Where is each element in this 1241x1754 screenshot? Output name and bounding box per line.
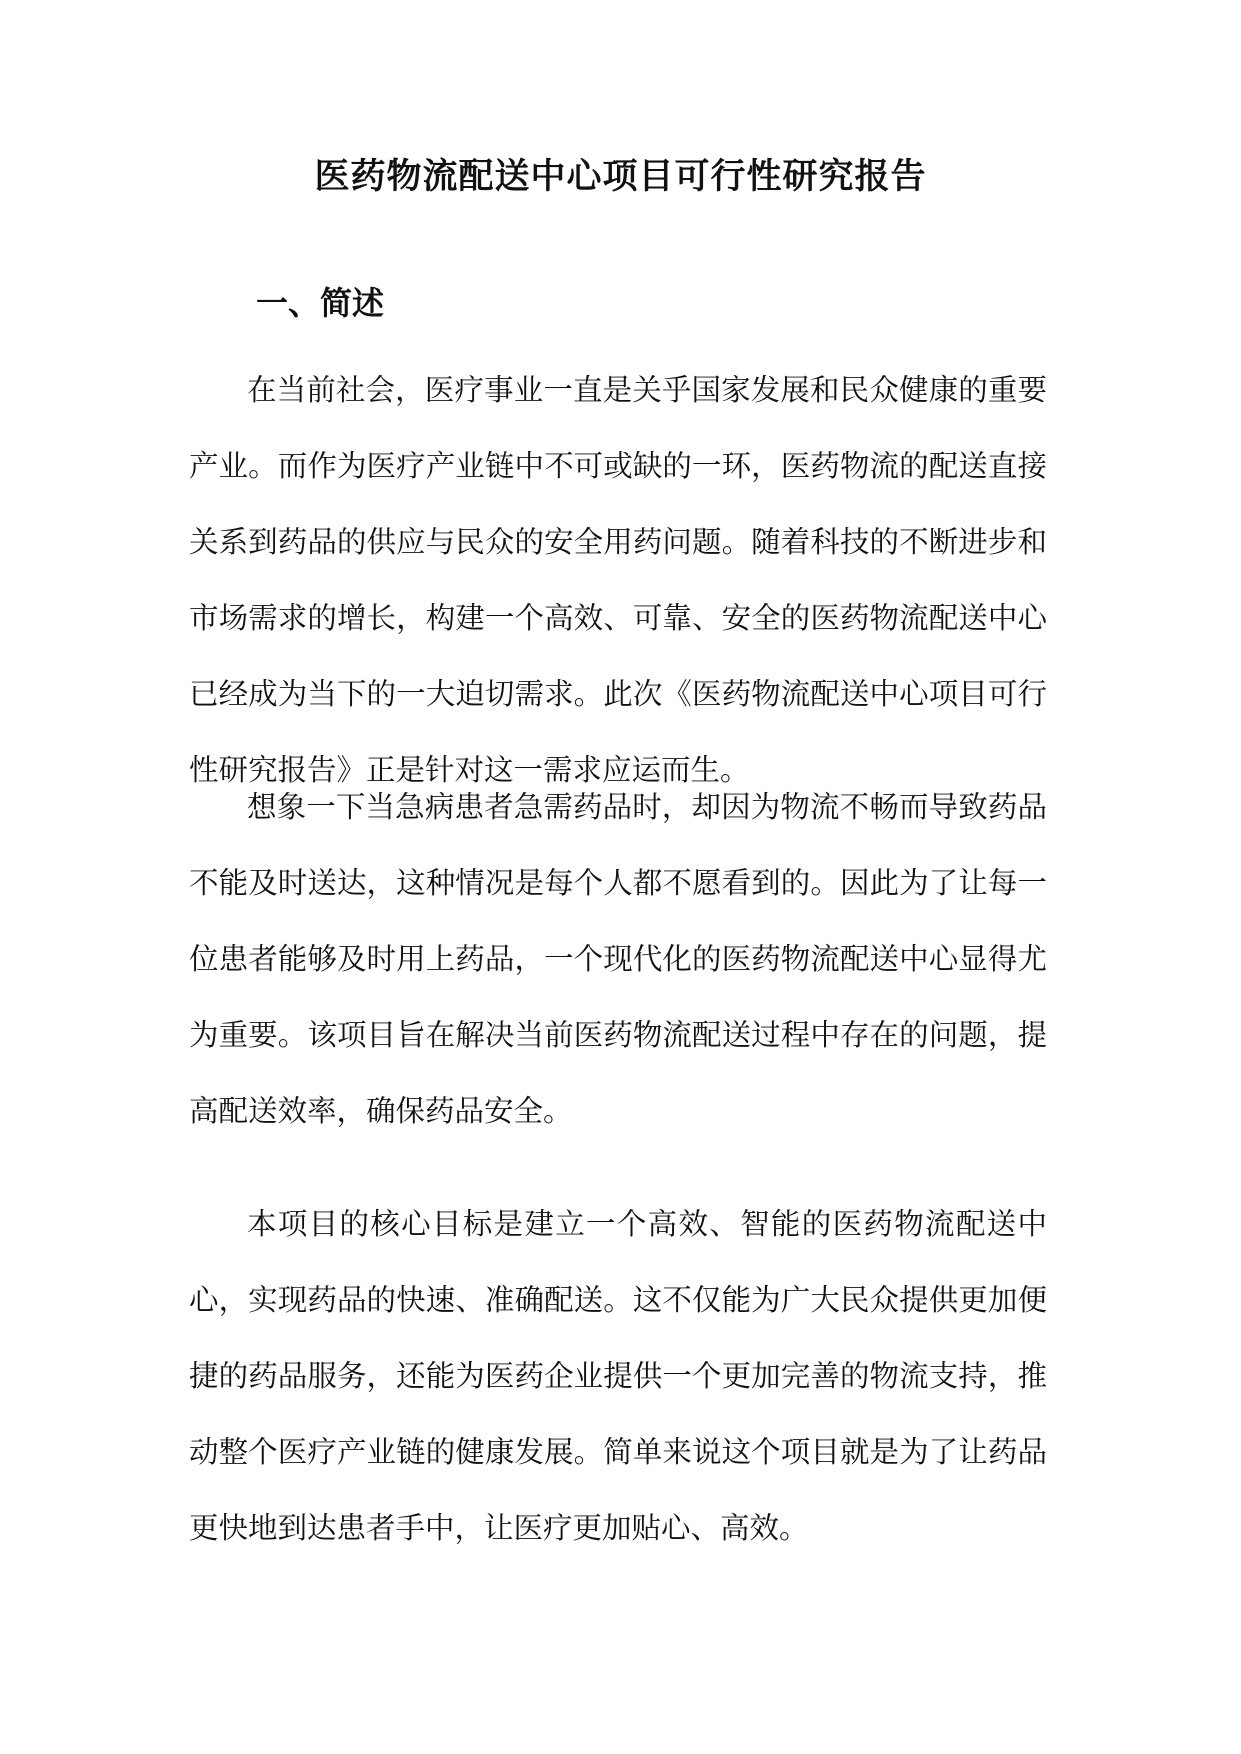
section-heading: 一、简述 (256, 284, 385, 322)
document-title: 医药物流配送中心项目可行性研究报告 (314, 156, 927, 197)
paragraph-2: 想象一下当急病患者急需药品时，却因为物流不畅而导致药品不能及时送达，这种情况是每个人都不愿看到的。因此为了让每一位患者能够及时用上药品，一个现代化的医药物流配送中心显得尤为重要。该项目旨在解决当前医药物流配送过程中存在的问题，提高配送效率，确保药品安全。 (189, 790, 1047, 1128)
paragraph-3: 本项目的核心目标是建立一个高效、智能的医药物流配送中心，实现药品的快速、准确配送。这不仅能为广大民众提供更加便捷的药品服务，还能为医药企业提供一个更加完善的物流支持，推动整个医疗产业链的健康发展。简单来说这个项目就是为了让药品更快地到达患者手中，让医疗更加贴心、高效。 (189, 1207, 1047, 1545)
paragraph-1: 在当前社会，医疗事业一直是关乎国家发展和民众健康的重要产业。而作为医疗产业链中不可或缺的一环，医药物流的配送直接关系到药品的供应与民众的安全用药问题。随着科技的不断进步和市场需求的增长，构建一个高效、可靠、安全的医药物流配送中心已经成为当下的一大迫切需求。此次《医药物流配送中心项目可行性研究报告》正是针对这一需求应运而生。 (189, 373, 1047, 787)
